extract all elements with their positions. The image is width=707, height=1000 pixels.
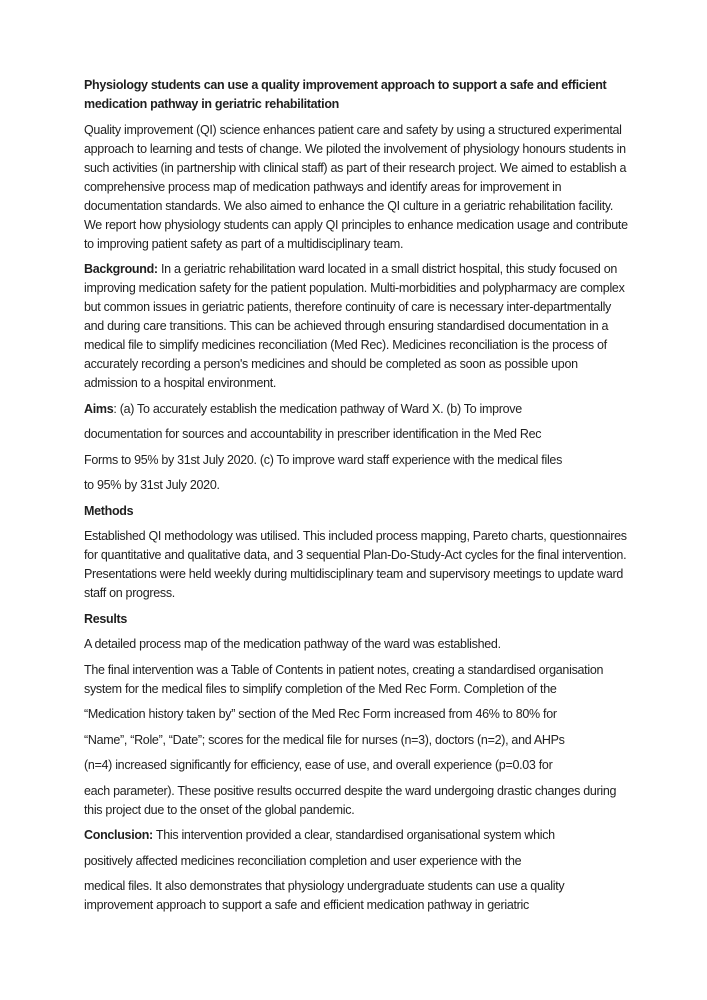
aims-text: : (a) To accurately establish the medication pathway of Ward X. (b) To improve bbox=[113, 401, 522, 416]
paragraph-aims-line-4: to 95% by 31st July 2020. bbox=[84, 478, 220, 492]
paragraph-overview: Quality improvement (QI) science enhances patient care and safety by using a structured experimental approach to learning and tests of change. We piloted the involvement of physiology honours students in such activities (in partnership with clinical staff) as part of their research project. We aimed to establish a comprehensive process map of medication pathways and identify areas for improvement in documentation standards. We also aimed to enhance the QI culture in a geriatric rehabilitation facility. We report how physiology students can apply QI principles to enhance medication usage and contribute to improving patient safety as part of a multidisciplinary team. bbox=[84, 122, 628, 251]
paragraph-results-3: “Medication history taken by” section of the Med Rec Form increased from 46% to 80% for bbox=[84, 707, 557, 721]
paragraph-results-4: “Name”, “Role”, “Date”; scores for the medical file for nurses (n=3), doctors (n=2), and AHPs bbox=[84, 732, 565, 747]
abstract-title: Physiology students can use a quality improvement approach to support a safe and efficient medication pathway in geriatric rehabilitation bbox=[84, 78, 607, 111]
paragraph-results-1: A detailed process map of the medication pathway of the ward was established. bbox=[84, 637, 501, 651]
conclusion-label: Conclusion: bbox=[84, 828, 153, 842]
background-label: Background: bbox=[84, 262, 158, 276]
paragraph-background bbox=[84, 260, 632, 393]
paragraph-aims bbox=[84, 400, 632, 419]
paragraph-aims-line-2: documentation for sources and accountability in prescriber identification in the Med Rec bbox=[84, 427, 542, 441]
paragraph-aims-line-3: Forms to 95% by 31st July 2020. (c) To improve ward staff experience with the medical files bbox=[84, 452, 563, 467]
paragraph-methods: Established QI methodology was utilised. This included process mapping, Pareto charts, questionnaires for quantitative and qualitative data, and 3 sequential Plan-Do-Study-Act cycles for the final intervention. Presentations were held weekly during multidisciplinary team and supervisory meetings to update ward staff on progress. bbox=[84, 529, 627, 600]
abstract-content bbox=[84, 76, 632, 922]
paragraph-results-6: each parameter). These positive results occurred despite the ward undergoing drastic changes during this project due to the onset of the global pandemic. bbox=[84, 783, 617, 817]
paragraph-conclusion-3: medical files. It also demonstrates that physiology undergraduate students can use a quality improvement approach to support a safe and efficient medication pathway in geriatric bbox=[84, 879, 565, 912]
background-text: In a geriatric rehabilitation ward located in a small district hospital, this study focused on improving medication safety for the patient population. Multi-morbidities and polypharmacy are complex but common issues in geriatric patients, therefore continuity of care is necessary inter-departmentally and during care transitions. This can be achieved through ensuring standardised documentation in a medical file to simplify medicines reconciliation (Med Rec). Medicines reconciliation is the process of accurately recording a person's medicines and should be completed as soon as possible upon admission to a hospital environment. bbox=[84, 262, 625, 390]
heading-methods: Methods bbox=[84, 503, 134, 518]
conclusion-text: This intervention provided a clear, standardised organisational system which bbox=[152, 828, 555, 842]
aims-label: Aims bbox=[84, 401, 114, 416]
paragraph-results-2: The final intervention was a Table of Contents in patient notes, creating a standardised organisation system for the medical files to simplify completion of the Med Rec Form. Completion of the bbox=[84, 662, 604, 696]
paragraph-results-5: (n=4) increased significantly for efficiency, ease of use, and overall experience (p=0.03 for bbox=[84, 758, 553, 772]
heading-results: Results bbox=[84, 611, 128, 626]
paragraph-conclusion-2: positively affected medicines reconciliation completion and user experience with the bbox=[84, 853, 522, 868]
paragraph-conclusion bbox=[84, 826, 632, 845]
